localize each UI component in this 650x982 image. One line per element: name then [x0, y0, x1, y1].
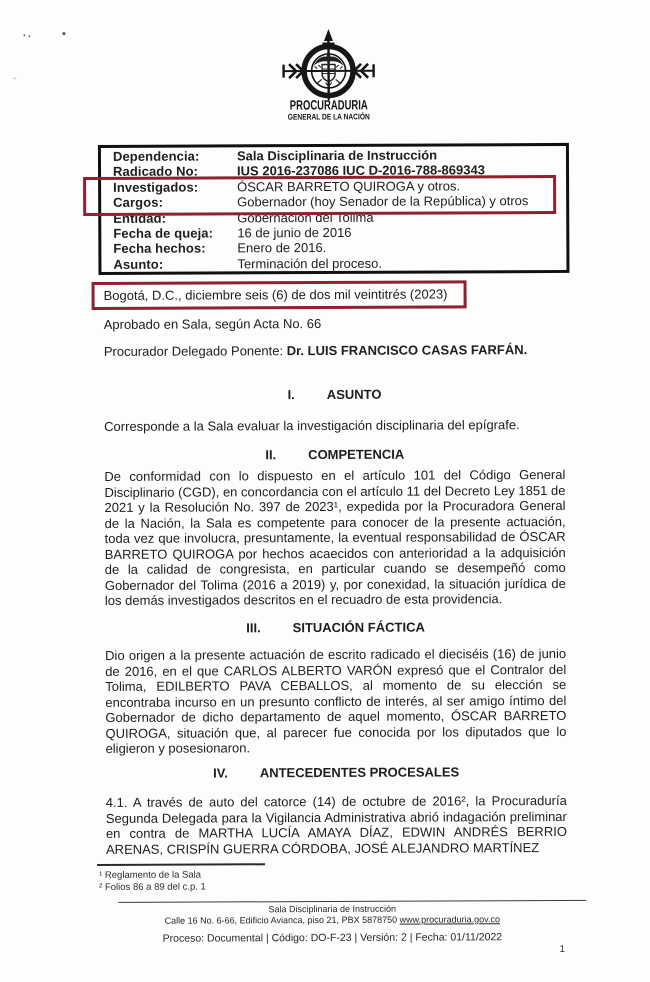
procuraduria-emblem: [253, 27, 403, 123]
row-label: Cargos:: [113, 194, 164, 211]
approval-line: Aprobado en Sala, según Acta No. 66: [103, 316, 322, 332]
section-number: IV.: [213, 765, 228, 781]
section-title: SITUACIÓN FÁCTICA: [292, 619, 425, 636]
section-heading-situacion-factica: [105, 619, 566, 636]
row-value: ÓSCAR BARRETO QUIROGA y otros.: [237, 178, 461, 195]
org-name-line1: PROCURADURIA: [289, 97, 401, 113]
paragraph-situacion-factica: Dio origen a la presente actuación de escrito radicado el dieciséis (16) de junio de 2016, en el que CARLOS ALBERTO VARÓN expresó que el Contralor del Tolima, EDILBERTO PAVA CEBALLOS, al momento de su elección se encontraba incurso en un presunto conflicto de interés, al ser amigo íntimo del Gobernador de dicho departamento de aquel momento, ÓSCAR BARRETO QUIROGA, situación que, al parecer fue conocida por los diputados que lo eligieron y posesionaron.: [105, 645, 567, 757]
section-title: ANTECEDENTES PROCESALES: [259, 764, 460, 781]
ponente-label: Procurador Delegado Ponente:: [103, 343, 287, 359]
highlight-box-investigados: [83, 175, 556, 216]
row-label: Fecha de queja:: [113, 225, 214, 241]
paragraph-competencia: De conformidad con lo dispuesto en el artículo 101 del Código General Disciplinario (CGD), en concordancia con el artículo 11 del Decreto Ley 1851 de 2021 y la Resolución No. 397 de 2023¹, expedida por la Procuradora General de la Nación, la Sala es competente para conocer de la presente actuación, toda vez que involucra, presuntamente, la eventual responsabilidad de ÓSCAR BARRETO QUIROGA por hechos acaecidos con anterioridad a la adquisición de la calidad de congresista, en particular cuando se desempeñó como Gobernador del Tolima (2016 a 2019) y, por conexidad, la situación jurídica de los demás investigados descritos en el recuadro de esta providencia.: [104, 466, 566, 609]
row-value: 16 de junio de 2016: [237, 224, 352, 241]
letterhead: [0, 26, 649, 124]
row-value: Sala Disciplinaria de Instrucción: [236, 147, 438, 164]
row-label: Fecha hechos:: [113, 240, 206, 257]
row-value: Gobernación del Tolima: [237, 209, 374, 225]
footnote-2: ² Folios 86 a 89 del c.p. 1: [99, 881, 206, 893]
row-value: Gobernador (hoy Senador de la República) y otros: [237, 193, 529, 210]
footnote-1: ¹ Reglamento de la Sala: [99, 869, 202, 881]
row-label: Entidad:: [113, 210, 167, 226]
section-title: ASUNTO: [326, 386, 382, 402]
section-title: COMPETENCIA: [308, 446, 405, 463]
footer-address-line: [98, 914, 566, 926]
city-date-line: Bogotá, D.C., diciembre seis (6) de dos mil veintitrés (2023): [103, 286, 448, 303]
org-name-line2: GENERAL DE LA NACIÓN: [287, 112, 389, 122]
row-label: Investigados:: [113, 179, 199, 195]
footer-address: Calle 16 No. 6-66, Edificio Avianca, piso 21, PBX 5878750: [164, 914, 400, 926]
section-number: II.: [265, 447, 277, 463]
row-label: Asunto:: [113, 256, 164, 272]
row-value: IUS 2016-237086 IUC D-2016-788-869343: [236, 162, 485, 179]
row-label: Radicado No:: [113, 163, 199, 180]
section-number: III.: [246, 620, 261, 636]
footer-office-line: Sala Disciplinaria de Instrucción: [268, 903, 397, 915]
section-number: I.: [287, 387, 295, 403]
paragraph-antecedentes: 4.1. A través de auto del catorce (14) de octubre de 2016², la Procuraduría Segunda Delegada para la Vigilancia Administrativa abrió indagación preliminar en contra de MARTHA LUCÍA AMAYA DÍAZ, EDWIN ANDRÉS BERRIO ARENAS, CRISPÍN GUERRA CÓRDOBA, JOSÉ ALEJANDRO MARTÍNEZ: [105, 792, 567, 857]
row-value: Terminación del proceso.: [237, 255, 382, 272]
ponente-line: [104, 342, 565, 360]
paragraph-asunto: Corresponde a la Sala evaluar la investigación disciplinaria del epígrafe.: [104, 417, 520, 434]
row-value: Enero de 2016.: [237, 240, 327, 256]
section-heading-asunto: [104, 386, 565, 403]
table-row-asunto: [101, 255, 566, 272]
footer-website-link: www.procuraduria.gov.co: [399, 914, 501, 925]
row-label: Dependencia:: [112, 148, 200, 164]
page-number: 1: [559, 943, 566, 955]
footnote-divider: [97, 863, 265, 866]
ponente-name: Dr. LUIS FRANCISCO CASAS FARFÁN.: [286, 342, 528, 359]
footer-process-line: Proceso: Documental | Código: DO-F-23 | Versión: 2 | Fecha: 01/11/2022: [162, 931, 503, 945]
section-heading-competencia: [104, 446, 565, 463]
section-heading-antecedentes: [106, 764, 567, 781]
